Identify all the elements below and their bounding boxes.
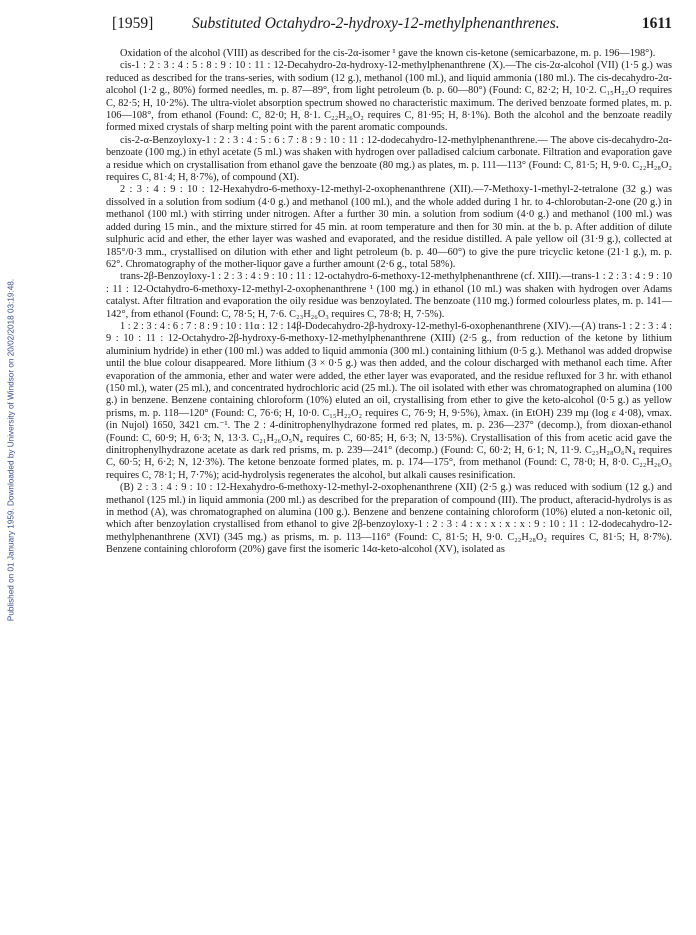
download-watermark xyxy=(4,175,18,725)
download-notice-text: Published on 01 January 1959. Downloaded by University of Windsor on 20/02/2018 03:19:48. xyxy=(6,278,16,622)
paragraph-method-b: (B) 2 : 3 : 4 : 9 : 10 : 12-Hexahydro-6-methoxy-12-methyl-2-oxophenanthrene (XII) (2·5 g.) was reduced with sodium (12 g.) and methanol (125 ml.) in liquid ammonia (200 ml.) as described for the preparation of compound (III). The product, afteracid-hydrolys is as in method (A), was chromatographed on alumina (100 g.). Benzene and benzene containing chloroform (10%) eluted a non-ketonic oil, which after benzoylation crystallised from ethanol to give 2β-benzoyloxy-1 : 2 : 3 : 4 : x : x : x : x : 9 : 10 : 11 : 12-dodecahydro-12-methylphenanthrene (XVI) (345 mg.) as prisms, m. p. 113—116° (Found: C, 81·5; H, 9·0. C₂₂H₂₈O₂ requires C, 81·5; H, 8·7%). Benzene containing chloroform (20%) gave first the isomeric 14α-keto-alcohol (XV), isolated as xyxy=(106,482,672,556)
paragraph-cis-decahydro: cis-1 : 2 : 3 : 4 : 5 : 8 : 9 : 10 : 11 : 12-Decahydro-2α-hydroxy-12-methylphenanthrene (X).—The cis-2α-alcohol (VII) (1·5 g.) was reduced as described for the trans-series, with sodium (12 g.), methanol (100 ml.), and liquid ammonia (180 ml.). The cis-decahydro-2α-alcohol (1·2 g., 80%) formed needles, m. p. 87—89°, from light petroleum (b. p. 60—80°) (Found: C, 82·2; H, 10·2. C₁₅H₂₂O requires C, 82·5; H, 10·2%). The ultra-violet absorption spectrum showed no characteristic maximum. The derived benzoate formed plates, m. p. 106—108°, from ethanol (Found: C, 82·0; H, 8·1. C₂₂H₂₆O₂ requires C, 81·95; H, 8·1%). Both the alcohol and the benzoate readily formed mixed crystals of sharp melting point with the parent aromatic compounds. xyxy=(106,60,672,134)
running-title: Substituted Octahydro-2-hydroxy-12-methylphenanthrenes. xyxy=(192,15,560,32)
page-number: 1611 xyxy=(641,15,672,32)
paragraph-cis-benzoyloxy: cis-2-α-Benzoyloxy-1 : 2 : 3 : 4 : 5 : 6 : 7 : 8 : 9 : 10 : 11 : 12-dodecahydro-12-methylphenanthrene.— The above cis-decahydro-2α-benzoate (100 mg.) in ethyl acetate (5 ml.) was shaken with hydrogen over palladised calcium carbonate. Filtration and evaporation gave a residue which on crystallisation from ethanol gave the benzoate (80 mg.) as plates, m. p. 111—113° (Found: C, 81·5; H, 9·0. C₂₂H₂₈O₂ requires C, 81·4; H, 8·7%), of compound (XI). xyxy=(106,134,672,184)
running-header xyxy=(112,15,672,39)
paragraph-dodecahydro-method-a: 1 : 2 : 3 : 4 : 6 : 7 : 8 : 9 : 10 : 11α : 12 : 14β-Dodecahydro-2β-hydroxy-12-methyl-6-oxophenanthrene (XIV).—(A) trans-1 : 2 : 3 : 4 : 9 : 10 : 11 : 12-Octahydro-2β-hydroxy-6-methoxy-12-methylphenanthrene (XIII) (2·5 g., from reduction of the ketone by lithium aluminium hydride) in ether (100 ml.) was added to liquid ammonia (300 ml.) containing lithium (0·5 g.). Methanol was added dropwise until the blue colour disappeared. More lithium (3 × 0·5 g.) was then added, and the colour discharged with methanol each time. After evaporation of the ammonia, ether and water were added, the ether layer was evaporated, and the residue refluxed for 3 hr. with ethanol (150 ml.), water (25 ml.), and concentrated hydrochloric acid (25 ml.). The oil isolated with ether was chromatographed on alumina (100 g.) in benzene. Benzene containing chloroform (10%) eluted an oil, crystallising from ether to give the keto-alcohol (0·5 g.) as yellow prisms, m. p. 118—120° (Found: C, 76·6; H, 10·0. C₁₅H₂₂O₂ requires C, 76·9; H, 9·5%), λmax. (in EtOH) 239 mμ (log ε 4·08), νmax. (in Nujol) 1650, 3421 cm.⁻¹. The 2 : 4-dinitrophenylhydrazone formed red plates, m. p. 236—237° (decomp.), from dioxan-ethanol (Found: C, 60·9; H, 6·3; N, 13·3. C₂₁H₂₆O₅N₄ requires C, 60·85; H, 6·3; N, 13·5%). Crystallisation of this from acetic acid gave the dinitrophenylhydrazone acetate as dark red prisms, m. p. 239—241° (decomp.) (Found: C, 60·2; H, 6·1; N, 11·9. C₂₃H₂₈O₆N₄ requires C, 60·5; H, 6·2; N, 12·3%). The ketone benzoate formed plates, m. p. 174—175°, from methanol (Found: C, 78·0; H, 8·0. C₂₂H₂₆O₃ requires C, 78·1; H, 7·7%); acid-hydrolysis regenerates the alcohol, but alkali causes resinification. xyxy=(106,320,672,481)
journal-year: [1959] xyxy=(112,15,154,32)
article-body xyxy=(106,48,672,557)
paragraph-trans-benzoyloxy: trans-2β-Benzoyloxy-1 : 2 : 3 : 4 : 9 : 10 : 11 : 12-octahydro-6-methoxy-12-methylphenanthrene (cf. XIII).—trans-1 : 2 : 3 : 4 : 9 : 10 : 11 : 12-Octahydro-6-methoxy-12-methyl-2-oxophenanthrene ¹ (100 mg.) in ethanol (10 ml.) was shaken with hydrogen over Adams catalyst. After filtration and evaporation the oily residue was benzoylated. The benzoate (110 mg.) formed colourless plates, m. p. 141—142°, from ethanol (Found: C, 78·5; H, 7·6. C₂₃H₂₆O₃ requires C, 78·8; H, 7·5%). xyxy=(106,271,672,320)
paragraph-oxidation: Oxidation of the alcohol (VIII) as described for the cis-2α-isomer ¹ gave the known cis-ketone (semicarbazone, m. p. 196—198°). xyxy=(120,48,656,59)
paragraph-hexahydro: 2 : 3 : 4 : 9 : 10 : 12-Hexahydro-6-methoxy-12-methyl-2-oxophenanthrene (XII).—7-Methoxy-1-methyl-2-tetralone (32 g.) was dissolved in a solution from sodium (4·0 g.) and methanol (100 ml.), and the whole added during 1 hr. to 4-chlorobutan-2-one (20 g.) in methanol (100 ml.) with stirring under nitrogen. After a further 30 min. a solution from sodium (4·0 g.) and methanol (100 ml.) was added during 15 min., and the mixture stirred for 45 min. at room temperature and then for 30 min. at the b. p. After addition of dilute sulphuric acid and ether, the ether layer was washed and evaporated, and the residue distilled. A pale yellow oil (31·9 g.), collected at 185°/0·3 mm., crystallised on dilution with ether and light petroleum (b. p. 40—60°) to give the pure tricyclic ketone (21·1 g.), m. p. 62°. Chromatography of the mother-liquor gave a further amount (2·6 g., total 58%). xyxy=(106,184,672,270)
